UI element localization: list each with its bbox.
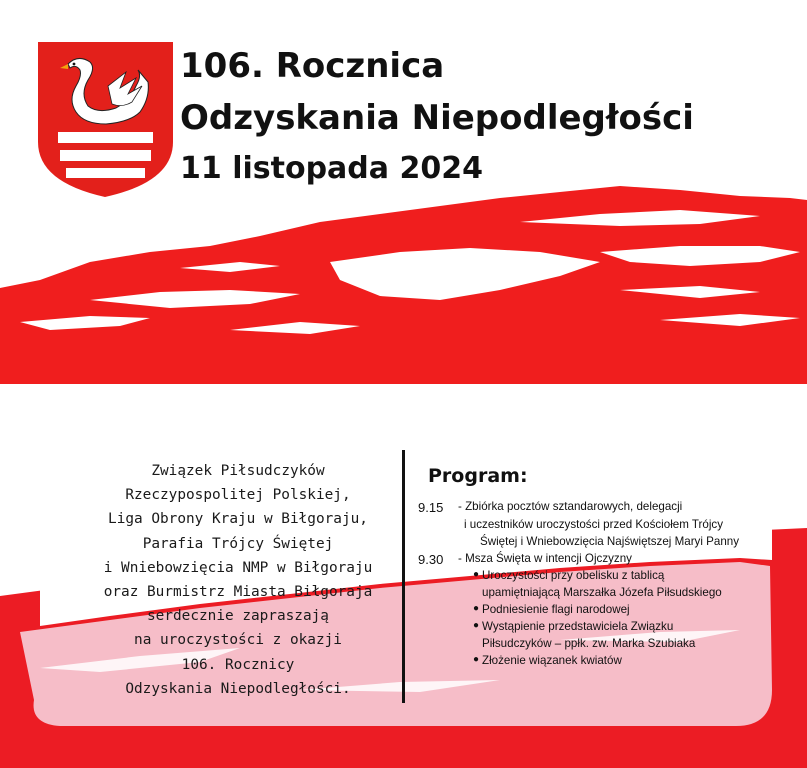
invitation-line: i Wniebowzięcia NMP w Biłgoraju bbox=[103, 559, 373, 576]
program-bullet-text: Piłsudczyków – ppłk. zw. Marka Szubiaka bbox=[482, 637, 696, 650]
bullet-icon: ● bbox=[473, 603, 480, 614]
program-text: i uczestników uroczystości przed Kościołem Trójcy bbox=[464, 518, 724, 531]
date-line: 11 listopada 2024 bbox=[180, 151, 483, 186]
invitation-line: Parafia Trójcy Świętej bbox=[142, 535, 334, 552]
program-text: - Zbiórka pocztów sztandarowych, delegacji bbox=[458, 500, 683, 513]
invitation-line: Rzeczypospolitej Polskiej, bbox=[125, 487, 351, 504]
program-bullet-text: Uroczystości przy obelisku z tablicą bbox=[482, 569, 665, 582]
invitation-line: na uroczystości z okazji bbox=[134, 632, 342, 649]
bullet-icon: ● bbox=[473, 569, 480, 580]
program-time: 9.30 bbox=[418, 552, 444, 567]
invitation-line: Liga Obrony Kraju w Biłgoraju, bbox=[108, 511, 368, 528]
program-text: - Msza Święta w intencji Ojczyzny bbox=[458, 552, 632, 565]
title-line-1: 106. Rocznica bbox=[180, 46, 445, 86]
vertical-divider bbox=[402, 450, 405, 703]
program-bullet-text: Podniesienie flagi narodowej bbox=[482, 603, 630, 616]
invitation-line: Odzyskania Niepodległości. bbox=[125, 680, 351, 697]
invitation-line: Związek Piłsudczyków bbox=[151, 463, 325, 479]
program-bullet-text: upamiętniającą Marszałka Józefa Piłsudskiego bbox=[482, 586, 722, 599]
program-bullet-text: Wystąpienie przedstawiciela Związku bbox=[482, 620, 674, 633]
program-time: 9.15 bbox=[418, 500, 444, 515]
program-heading: Program: bbox=[428, 465, 528, 487]
program-bullet-text: Złożenie wiązanek kwiatów bbox=[482, 654, 622, 667]
invitation-line: 106. Rocznicy bbox=[181, 656, 295, 673]
title-line-2: Odzyskania Niepodległości bbox=[180, 98, 694, 138]
invitation-line: serdecznie zapraszają bbox=[147, 608, 329, 625]
swan-coat-of-arms-icon bbox=[38, 42, 173, 197]
bullet-icon: ● bbox=[473, 620, 480, 631]
program-text: Świętej i Wniebowzięcia Najświętszej Maryi Panny bbox=[480, 535, 740, 548]
bullet-icon: ● bbox=[473, 654, 480, 665]
invitation-line: oraz Burmistrz Miasta Biłgoraja bbox=[103, 584, 373, 601]
invitation-text bbox=[88, 459, 388, 701]
